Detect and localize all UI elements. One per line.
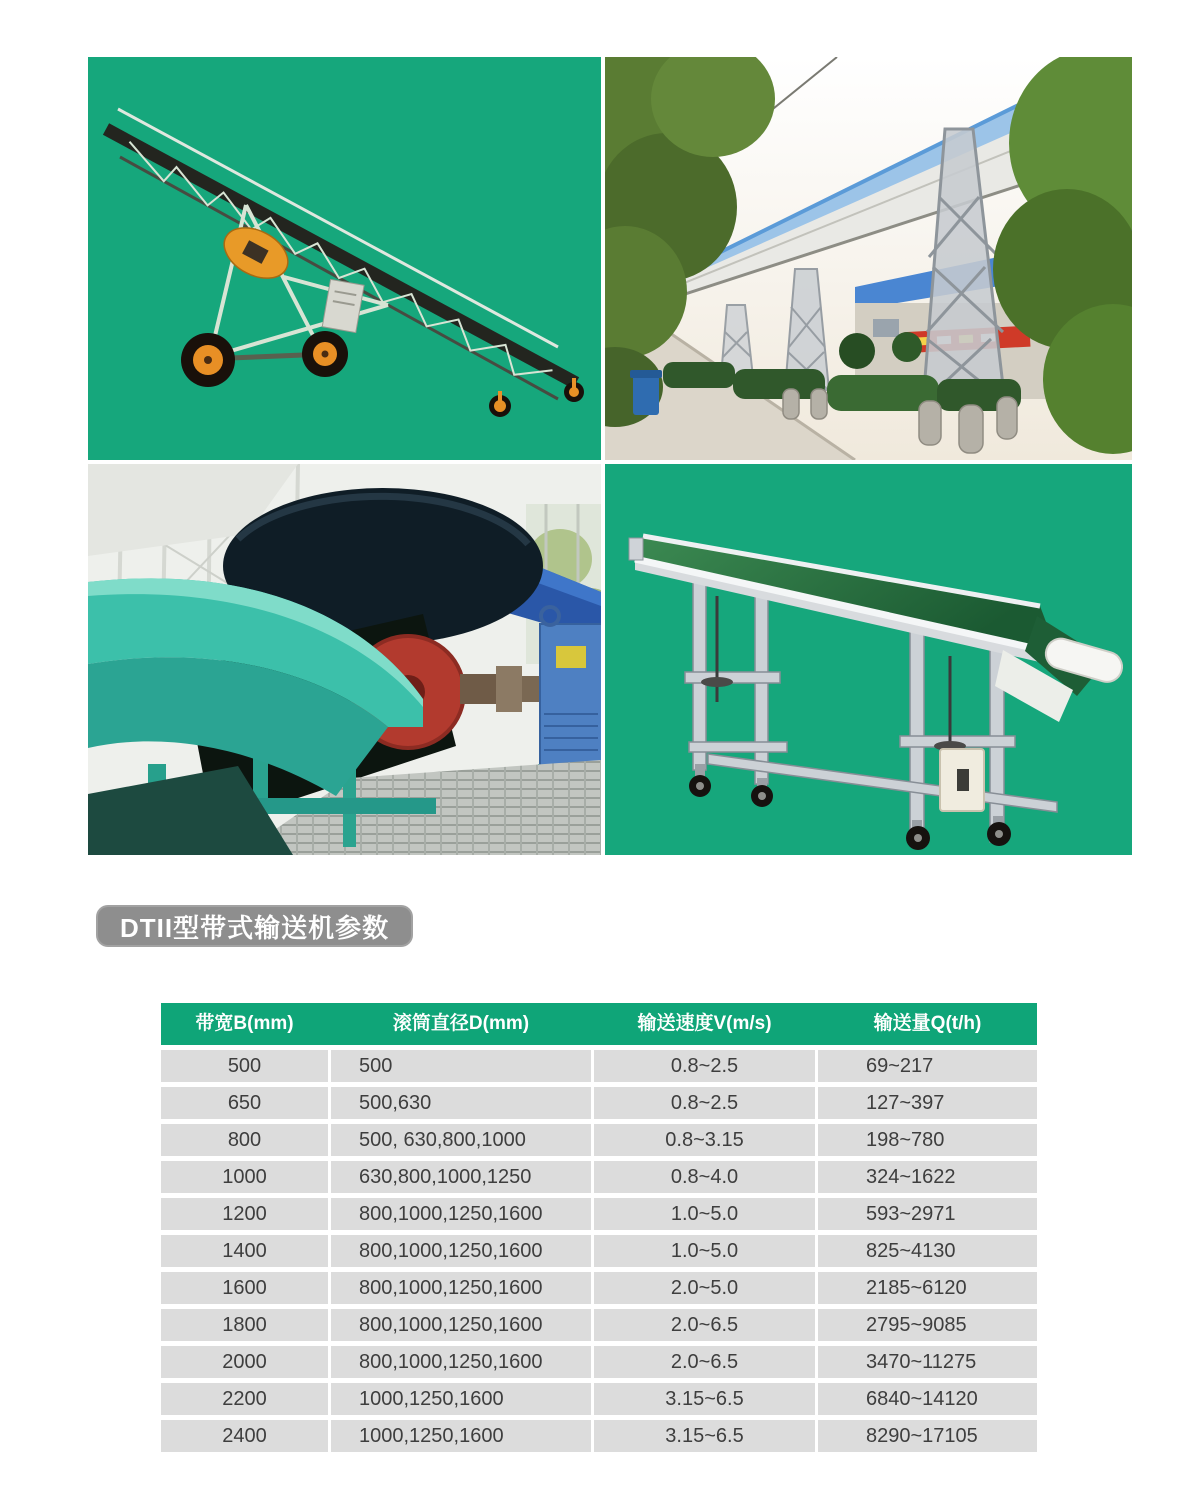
table-row xyxy=(161,1124,1037,1156)
cell-belt-speed: 3.15~6.5 xyxy=(594,1420,815,1452)
cell-belt-width: 1200 xyxy=(161,1198,328,1230)
cell-capacity: 2185~6120 xyxy=(818,1272,1037,1304)
cell-belt-width: 500 xyxy=(161,1050,328,1082)
table-row xyxy=(161,1272,1037,1304)
aluminum-conveyor-illustration xyxy=(605,464,1132,855)
product-photo-grid xyxy=(88,57,1132,855)
photo-workshop-drive-pulley xyxy=(88,464,601,855)
cell-belt-width: 1000 xyxy=(161,1161,328,1193)
table-row xyxy=(161,1198,1037,1230)
outdoor-gallery-illustration xyxy=(605,57,1132,460)
table-row xyxy=(161,1235,1037,1267)
cell-belt-width: 800 xyxy=(161,1124,328,1156)
cell-belt-speed: 0.8~2.5 xyxy=(594,1087,815,1119)
photo-aluminum-belt-conveyor xyxy=(605,464,1132,855)
cell-drum-diameter: 500, 630,800,1000 xyxy=(331,1124,591,1156)
cell-capacity: 2795~9085 xyxy=(818,1309,1037,1341)
cell-belt-width: 2200 xyxy=(161,1383,328,1415)
mobile-belt-conveyor-illustration xyxy=(88,57,601,460)
table-row xyxy=(161,1309,1037,1341)
cell-belt-speed: 2.0~5.0 xyxy=(594,1272,815,1304)
cell-drum-diameter: 500 xyxy=(331,1050,591,1082)
cell-belt-speed: 0.8~4.0 xyxy=(594,1161,815,1193)
col-header-belt-speed: 输送速度V(m/s) xyxy=(637,1013,772,1034)
cell-drum-diameter: 1000,1250,1600 xyxy=(331,1420,591,1452)
cell-drum-diameter: 630,800,1000,1250 xyxy=(331,1161,591,1193)
table-row xyxy=(161,1050,1037,1082)
table-header-row xyxy=(161,1003,1037,1045)
trash-bin xyxy=(630,370,662,415)
cell-capacity: 6840~14120 xyxy=(818,1383,1037,1415)
spec-table xyxy=(161,1003,1037,1452)
cell-drum-diameter: 800,1000,1250,1600 xyxy=(331,1309,591,1341)
wheel xyxy=(302,331,348,377)
photo-outdoor-conveyor-gallery xyxy=(605,57,1132,460)
cell-capacity: 198~780 xyxy=(818,1124,1037,1156)
cell-belt-speed: 2.0~6.5 xyxy=(594,1346,815,1378)
cell-belt-width: 2400 xyxy=(161,1420,328,1452)
cell-drum-diameter: 800,1000,1250,1600 xyxy=(331,1346,591,1378)
cell-capacity: 127~397 xyxy=(818,1087,1037,1119)
cell-belt-speed: 1.0~5.0 xyxy=(594,1235,815,1267)
cell-belt-width: 1600 xyxy=(161,1272,328,1304)
cell-drum-diameter: 800,1000,1250,1600 xyxy=(331,1198,591,1230)
cell-drum-diameter: 1000,1250,1600 xyxy=(331,1383,591,1415)
cell-belt-width: 1400 xyxy=(161,1235,328,1267)
cell-drum-diameter: 800,1000,1250,1600 xyxy=(331,1235,591,1267)
section-title: DTII型带式输送机参数 xyxy=(120,912,390,943)
cell-capacity: 8290~17105 xyxy=(818,1420,1037,1452)
workshop-illustration xyxy=(88,464,601,855)
cell-belt-width: 1800 xyxy=(161,1309,328,1341)
cell-capacity: 69~217 xyxy=(818,1050,1037,1082)
table-row xyxy=(161,1420,1037,1452)
table-row xyxy=(161,1161,1037,1193)
photo-mobile-belt-conveyor xyxy=(88,57,601,460)
cell-drum-diameter: 500,630 xyxy=(331,1087,591,1119)
col-header-capacity: 输送量Q(t/h) xyxy=(873,1013,982,1034)
cell-belt-width: 650 xyxy=(161,1087,328,1119)
cell-drum-diameter: 800,1000,1250,1600 xyxy=(331,1272,591,1304)
col-header-drum-diameter: 滚筒直径D(mm) xyxy=(392,1013,530,1034)
cell-belt-speed: 0.8~2.5 xyxy=(594,1050,815,1082)
section-title-badge xyxy=(96,905,413,947)
table-row xyxy=(161,1087,1037,1119)
cell-capacity: 593~2971 xyxy=(818,1198,1037,1230)
wheel xyxy=(181,333,235,387)
cell-capacity: 324~1622 xyxy=(818,1161,1037,1193)
cell-belt-speed: 3.15~6.5 xyxy=(594,1383,815,1415)
table-row xyxy=(161,1346,1037,1378)
cell-belt-speed: 2.0~6.5 xyxy=(594,1309,815,1341)
cell-belt-speed: 1.0~5.0 xyxy=(594,1198,815,1230)
cell-belt-speed: 0.8~3.15 xyxy=(594,1124,815,1156)
cell-capacity: 825~4130 xyxy=(818,1235,1037,1267)
table-row xyxy=(161,1383,1037,1415)
control-box xyxy=(940,749,984,811)
col-header-belt-width: 带宽B(mm) xyxy=(195,1013,294,1034)
cell-capacity: 3470~11275 xyxy=(818,1346,1037,1378)
cell-belt-width: 2000 xyxy=(161,1346,328,1378)
